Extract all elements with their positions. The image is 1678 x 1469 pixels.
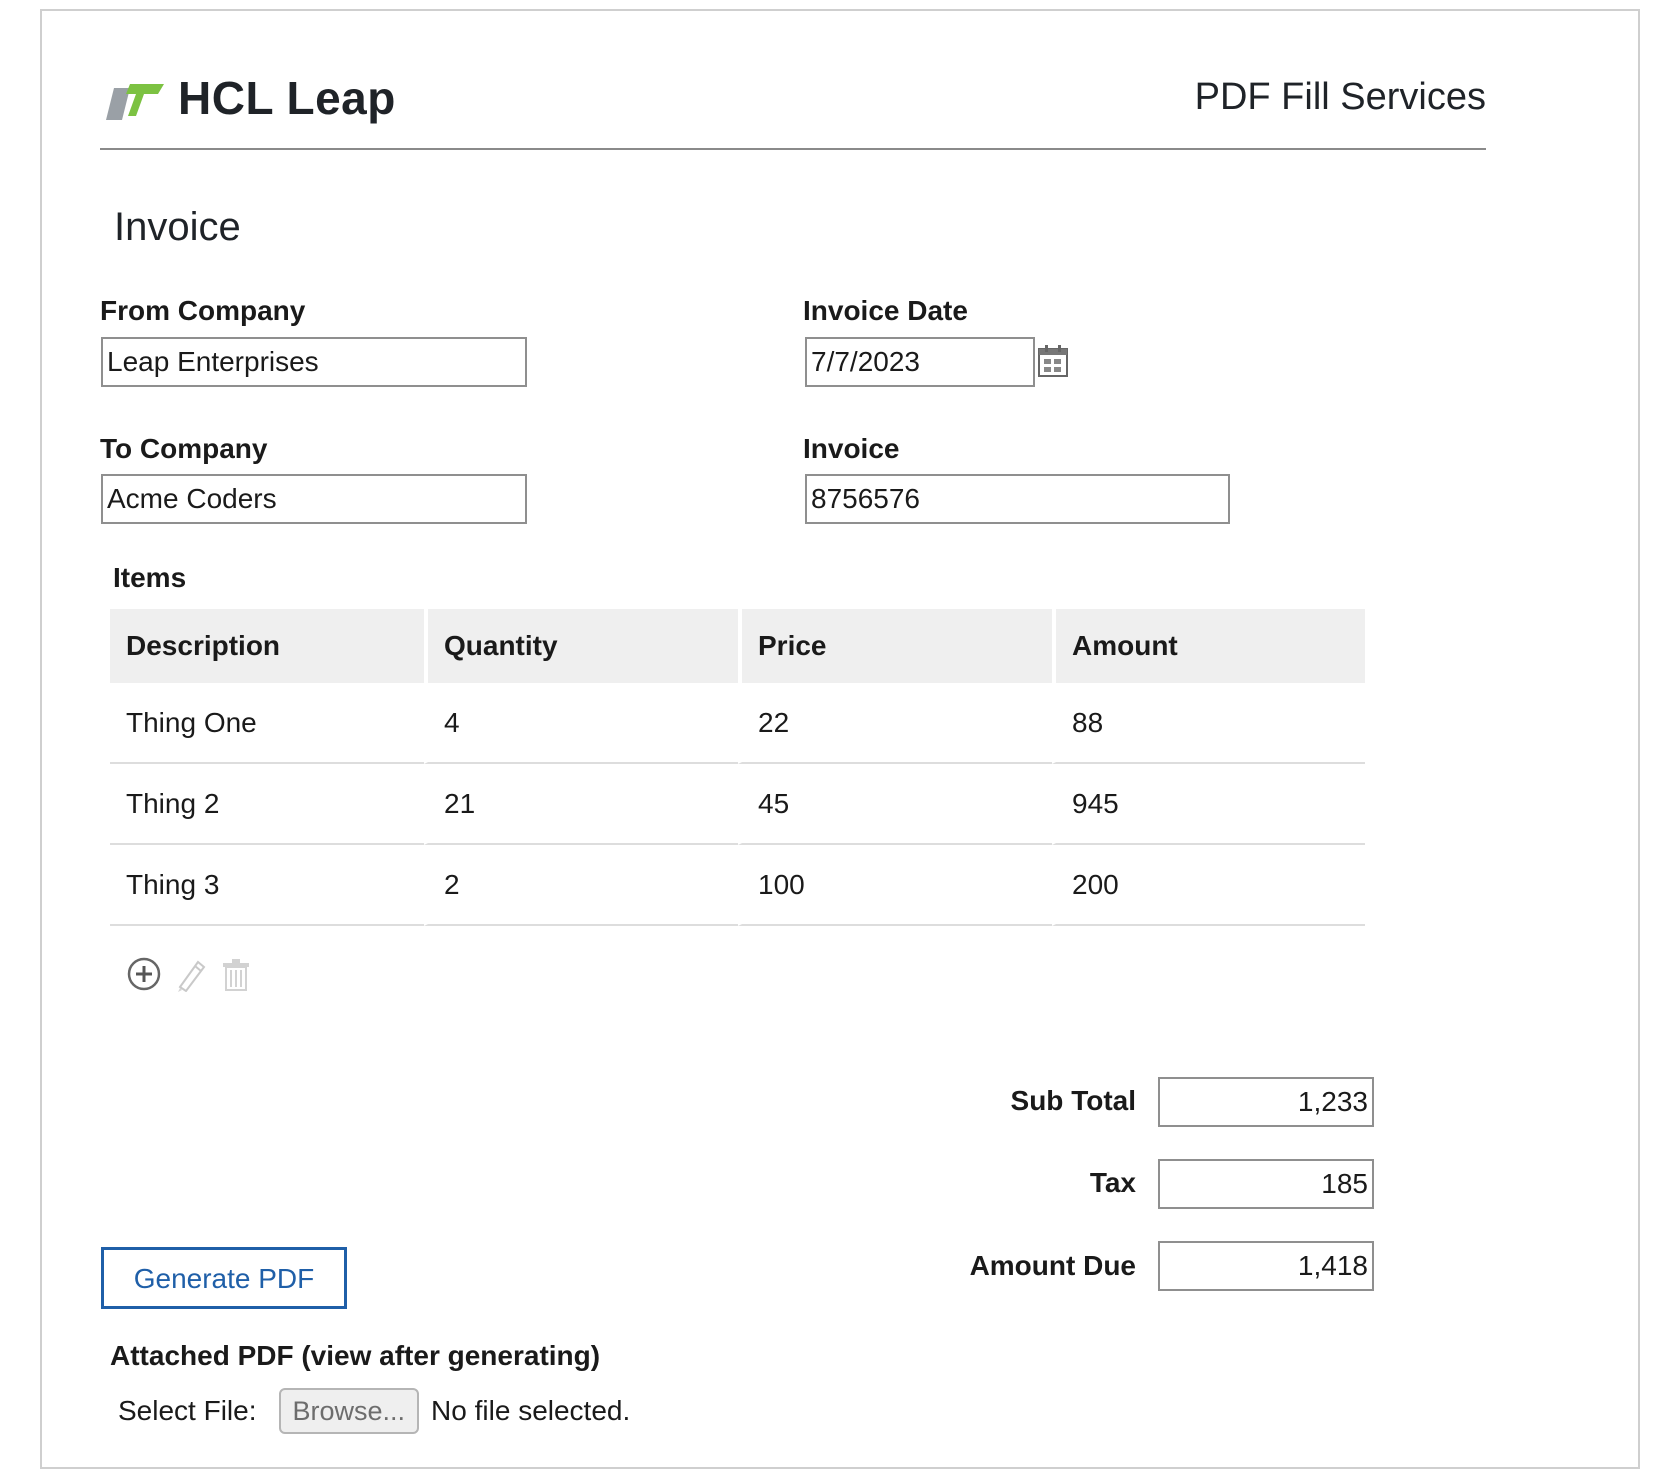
to-company-label: To Company (100, 433, 268, 464)
table-row[interactable] (110, 764, 1365, 845)
page-title: Invoice (114, 205, 241, 249)
file-status: No file selected. (431, 1395, 631, 1426)
delete-row-icon[interactable] (218, 956, 254, 992)
cell-quantity: 4 (424, 683, 738, 764)
hcl-logo-icon (100, 76, 164, 120)
sub-total-label: Sub Total (1010, 1085, 1136, 1116)
cell-description: Thing 3 (110, 845, 424, 926)
column-header-quantity[interactable]: Quantity (424, 609, 738, 683)
to-company-input[interactable]: Acme Coders (101, 474, 527, 524)
logo (100, 72, 396, 124)
cell-amount: 88 (1052, 683, 1365, 764)
row-tools (126, 956, 254, 992)
column-header-price[interactable]: Price (738, 609, 1052, 683)
cell-description: Thing One (110, 683, 424, 764)
cell-quantity: 21 (424, 764, 738, 845)
browse-button[interactable]: Browse... (279, 1388, 420, 1434)
amount-due-field[interactable]: 1,418 (1158, 1241, 1374, 1291)
tax-label: Tax (1089, 1167, 1136, 1198)
cell-price: 45 (738, 764, 1052, 845)
invoice-date-input[interactable]: 7/7/2023 (805, 337, 1035, 387)
cell-quantity: 2 (424, 845, 738, 926)
file-select-row (118, 1388, 630, 1434)
cell-price: 100 (738, 845, 1052, 926)
invoice-date-label: Invoice Date (803, 295, 968, 326)
calendar-icon[interactable] (1037, 344, 1069, 383)
generate-pdf-button[interactable]: Generate PDF (101, 1247, 347, 1309)
cell-amount: 945 (1052, 764, 1365, 845)
invoice-number-input[interactable]: 8756576 (805, 474, 1230, 524)
attached-pdf-label: Attached PDF (view after generating) (110, 1340, 601, 1371)
sub-total-field[interactable]: 1,233 (1158, 1077, 1374, 1127)
header (100, 60, 1486, 150)
cell-description: Thing 2 (110, 764, 424, 845)
edit-row-icon[interactable] (172, 956, 208, 992)
items-label: Items (113, 562, 187, 593)
brand-name: HCL Leap (178, 72, 396, 124)
table-row[interactable] (110, 683, 1365, 764)
from-company-label: From Company (100, 295, 306, 326)
amount-due-label: Amount Due (969, 1250, 1136, 1281)
tax-field[interactable]: 185 (1158, 1159, 1374, 1209)
cell-price: 22 (738, 683, 1052, 764)
service-title: PDF Fill Services (1194, 76, 1486, 118)
items-table (110, 609, 1365, 926)
column-header-description[interactable]: Description (110, 609, 424, 683)
table-row[interactable] (110, 845, 1365, 926)
add-row-icon[interactable] (126, 956, 162, 992)
invoice-number-label: Invoice (803, 433, 900, 464)
column-header-amount[interactable]: Amount (1052, 609, 1365, 683)
from-company-input[interactable]: Leap Enterprises (101, 337, 527, 387)
cell-amount: 200 (1052, 845, 1365, 926)
select-file-label: Select File: (118, 1395, 257, 1426)
